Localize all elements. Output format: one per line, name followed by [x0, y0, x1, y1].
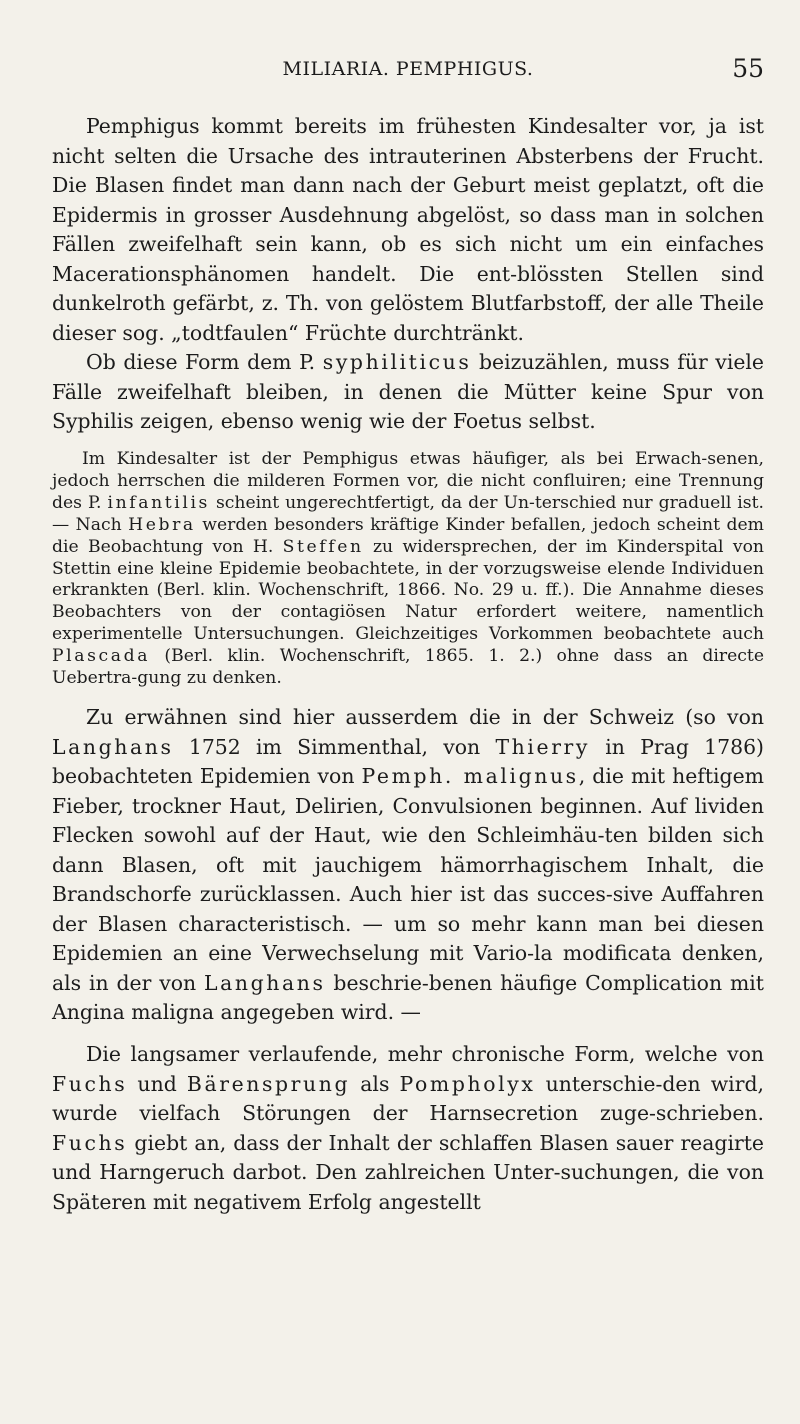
author-fuchs-2: Fuchs: [52, 1130, 128, 1155]
author-langhans-2: Langhans: [204, 970, 326, 995]
paragraph-small-print: Im Kindesalter ist der Pemphigus etwas häufiger, als bei Erwach-senen, jedoch herrschen die milderen Formen vor, die nicht confluiren; eine Trennung des P. infantilis scheint ungerechtfertigt, da der Un-terschied nur graduell ist. — Nach Hebra werden besonders kräftige Kinder befallen, jedoch scheint dem die Beobachtung von H. Steffen zu widersprechen, der im Kinderspital von Stettin eine kleine Epidemie beobachtete, in der vorzugsweise elende Individuen erkrankten (Berl. klin. Wochenschrift, 1866. No. 29 u. ff.). Die Annahme dieses Beobachters von der contagiösen Natur erfordert weitere, namentlich experimentelle Untersuchungen. Gleichzeitiges Vorkommen beobachtete auch Plascada (Berl. klin. Wochenschrift, 1865. 1. 2.) ohne dass an directe Uebertra-gung zu denken.: [52, 449, 764, 689]
author-langhans: Langhans: [52, 734, 174, 759]
paragraph-syphiliticus: Ob diese Form dem P. syphiliticus beizuzählen, muss für viele Fälle zweifelhaft bleiben, in denen die Mütter keine Spur von Syphilis zeigen, ebenso wenig wie der Foetus selbst.: [52, 350, 765, 434]
running-title: MILIARIA. PEMPHIGUS.: [282, 58, 534, 80]
paragraph-chronic-form: Die langsamer verlaufende, mehr chronische Form, welche von Fuchs und Bärensprung als Pompholyx unterschie-den wird, wurde vielfach Störungen der Harnsecretion zuge-schrieben. Fuchs giebt an, dass der Inhalt der schlaffen Blasen sauer reagirte und Harngeruch darbot. Den zahlreichen Unter-suchungen, die von Späteren mit negativem Erfolg angestellt: [52, 1042, 764, 1214]
term-pompholyx: Pompholyx: [399, 1071, 536, 1096]
page-number: 55: [732, 54, 764, 83]
paragraph-pemphigus-infancy: Pemphigus kommt bereits im frühesten Kindesalter vor, ja ist nicht selten die Ursache des intrauterinen Absterbens der Frucht. Die Blasen findet man dann nach der Geburt meist geplatzt, oft die Epidermis in grosser Ausdehnung abgelöst, so dass man in solchen Fällen zweifelhaft sein kann, ob es sich nicht um ein einfaches Macerationsphänomen handelt. Die ent-blössten Stellen sind dunkelroth gefärbt, z. Th. von gelöstem Blutfarbstoff, der alle Theile dieser sog. „todtfaulen“ Früchte durchtränkt.: [52, 114, 764, 345]
author-baerensprung: Bärensprung: [186, 1071, 351, 1096]
author-plascada: Plascada: [52, 646, 151, 667]
term-pemph-malignus: Pemph. malignus: [361, 764, 579, 789]
author-hebra: Hebra: [128, 514, 196, 535]
running-head: [52, 54, 764, 98]
term-syphiliticus: syphiliticus: [322, 350, 472, 375]
author-fuchs: Fuchs: [52, 1071, 128, 1096]
body-text: [52, 112, 764, 1217]
author-thierry: Thierry: [495, 734, 591, 759]
author-steffen: Steffen: [282, 536, 364, 557]
term-infantilis: infantilis: [107, 492, 210, 513]
paragraph-epidemics: Zu erwähnen sind hier ausserdem die in der Schweiz (so von Langhans 1752 im Simmenthal, von Thierry in Prag 1786) beobachteten Epidemien von Pemph. malignus, die mit heftigem Fieber, trockner Haut, Delirien, Convulsionen beginnen. Auf lividen Flecken sowohl auf der Haut, wie den Schleimhäu-ten bilden sich dann Blasen, oft mit jauchigem hämorrhagischem Inhalt, die Brandschorfe zurücklassen. Auch hier ist das succes-sive Auffahren der Blasen characteristisch. — um so mehr kann man bei diesen Epidemien an eine Verwechselung mit Vario-la modificata denken, als in der von Langhans beschrie-benen häufige Complication mit Angina maligna angegeben wird. —: [52, 704, 765, 1025]
